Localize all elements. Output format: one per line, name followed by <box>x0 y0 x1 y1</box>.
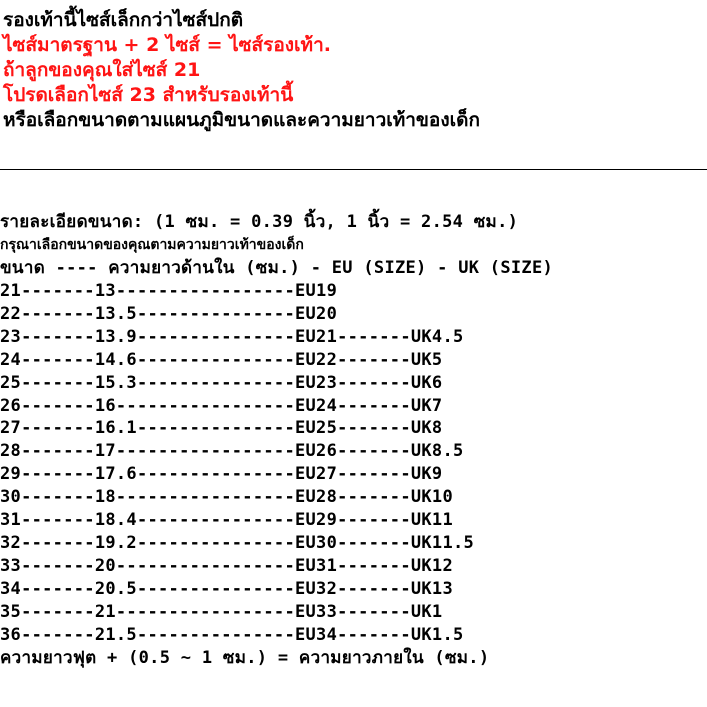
size-row: 30-------18-----------------EU28-------UK10 <box>0 487 453 508</box>
size-row: 23-------13.9---------------EU21-------UK4.5 <box>0 326 464 347</box>
size-row: 29-------17.6---------------EU27-------UK9 <box>0 464 443 485</box>
size-row: 26-------16-----------------EU24-------UK7 <box>0 395 443 416</box>
size-row: 25-------15.3---------------EU23-------UK6 <box>0 372 443 393</box>
size-row: 28-------17-----------------EU26-------UK8.5 <box>0 441 464 462</box>
header-line-3: ถ้าลูกของคุณใส่ไซส์ 21 <box>3 59 201 81</box>
size-row: 21-------13-----------------EU19 <box>0 281 338 301</box>
details-columns: ขนาด ---- ความยาวด้านใน (ซม.) - EU (SIZE) - UK (SIZE) <box>0 258 554 278</box>
details-footer: ความยาวฟุต + (0.5 ~ 1 ซม.) = ความยาวภายใน (ซม.) <box>0 647 490 668</box>
header-line-2: ไซส์มาตรฐาน + 2 ไซส์ = ไซส์รองเท้า. <box>3 34 331 56</box>
details-subtitle: กรุณาเลือกขนาดของคุณตามความยาวเท้าของเด็ก <box>0 237 304 253</box>
header-line-4: โปรดเลือกไซส์ 23 สำหรับรองเท้านี้ <box>3 84 294 106</box>
size-row: 22-------13.5---------------EU20 <box>0 303 338 324</box>
size-row: 24-------14.6---------------EU22-------UK5 <box>0 349 443 370</box>
header-block <box>3 8 703 133</box>
size-row: 27-------16.1---------------EU25-------UK8 <box>0 418 443 439</box>
size-row: 34-------20.5---------------EU32-------UK13 <box>0 578 453 599</box>
size-row: 36-------21.5---------------EU34-------UK1.5 <box>0 624 464 645</box>
size-row: 31-------18.4---------------EU29-------UK11 <box>0 510 453 531</box>
size-row: 32-------19.2---------------EU30-------UK11.5 <box>0 532 475 553</box>
header-line-5: หรือเลือกขนาดตามแผนภูมิขนาดและความยาวเท้าของเด็ก <box>3 109 480 131</box>
size-details <box>0 211 707 670</box>
size-row: 35-------21-----------------EU33-------UK1 <box>0 601 443 622</box>
size-rows <box>0 280 707 647</box>
divider <box>0 169 707 170</box>
header-line-1: รองเท้านี้ไซส์เล็กกว่าไซส์ปกติ <box>3 9 244 31</box>
details-title: รายละเอียดขนาด: (1 ซม. = 0.39 นิ้ว, 1 นิ้ว = 2.54 ซม.) <box>0 212 519 232</box>
size-row: 33-------20-----------------EU31-------UK12 <box>0 555 453 576</box>
